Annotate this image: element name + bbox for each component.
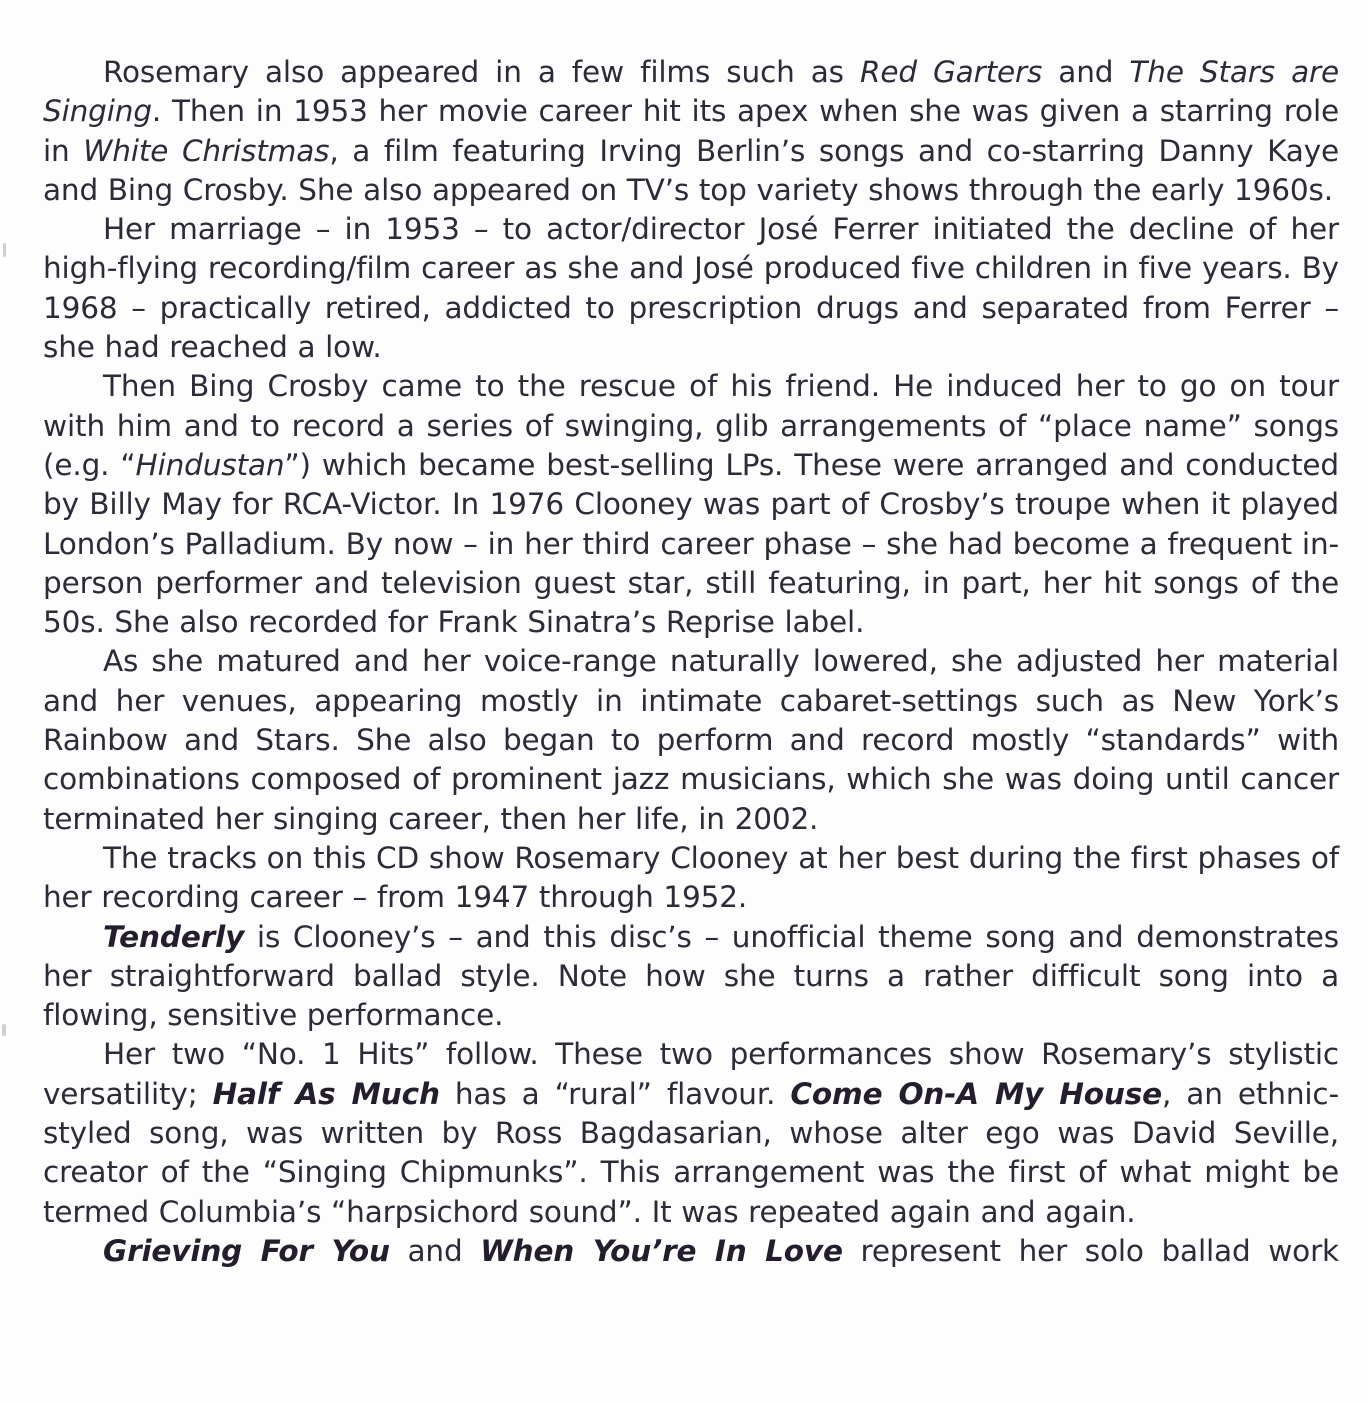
- work-title: The Stars are Singing: [43, 55, 1339, 129]
- work-title: Red Garters: [859, 55, 1043, 89]
- text-run: Then Bing Crosby came to the rescue of his friend. He induced her to go on tour with him and to record a series of swinging, glib arrangements of “place name” songs (e.g. “: [43, 369, 1339, 482]
- text-run: and: [389, 1233, 481, 1268]
- paragraph: [43, 1035, 1339, 1231]
- work-title: White Christmas: [83, 133, 330, 168]
- text-run: Her marriage – in 1953 – to actor/director José Ferrer initiated the decline of her high-flying recording/film career as she and José produced five children in five years. By 1968 – practically retired, addicted to prescription drugs and separated from Ferrer – she had reached a low.: [43, 212, 1339, 365]
- text-run: , a film featuring Irving Berlin’s songs and co-starring Danny Kaye and Bing Crosby. She also appeared on TV’s top variety shows through the early 1960s.: [43, 133, 1339, 207]
- song-title: When You’re In Love: [480, 1233, 843, 1268]
- text-run: is Clooney’s – and this disc’s – unofficial theme song and demonstrates her straightforward ballad style. Note how she turns a rather difficult song into a flowing, sensitive performance.: [43, 919, 1339, 1033]
- paragraph: [43, 53, 1339, 210]
- liner-notes-text: [43, 53, 1339, 1271]
- paragraph: [43, 1232, 1339, 1271]
- paragraph: [43, 210, 1339, 367]
- paragraph: [43, 918, 1339, 1036]
- song-title: Come On-A My House: [790, 1076, 1162, 1111]
- text-run: represent her solo ballad work: [842, 1233, 1339, 1268]
- text-run: , an ethnic-styled song, was written by Ross Bagdasarian, whose alter ego was David Seville, creator of the “Singing Chipmunks”. This arrangement was the first of what might be termed Columbia’s “harpsichord sound”. It was repeated again and again.: [43, 1076, 1339, 1229]
- scan-speck: [3, 243, 6, 257]
- text-run: As she matured and her voice-range naturally lowered, she adjusted her material and her venues, appearing mostly in intimate cabaret-settings such as New York’s Rainbow and Stars. She also began to perform and record mostly “standards” with combinations composed of prominent jazz musicians, which she was doing until cancer terminated her singing career, then her life, in 2002.: [43, 644, 1339, 836]
- song-title: Tenderly: [103, 919, 245, 954]
- text-run: and: [1042, 55, 1130, 89]
- text-run: Her two “No. 1 Hits” follow. These two performances show Rosemary’s stylistic versatility;: [43, 1037, 1339, 1111]
- paragraph: [43, 642, 1339, 838]
- paragraph: [43, 367, 1339, 642]
- text-run: ”) which became best-selling LPs. These were arranged and conducted by Billy May for RCA-Victor. In 1976 Clooney was part of Crosby’s troupe when it played London’s Palladium. By now – in her third career phase – she had become a frequent in-person performer and television guest star, still featuring, in part, her hit songs of the 50s. She also recorded for Frank Sinatra’s Reprise label.: [43, 447, 1339, 640]
- work-title: Hindustan: [135, 447, 285, 482]
- song-title: Grieving For You: [103, 1233, 390, 1268]
- text-run: . Then in 1953 her movie career hit its apex when she was given a starring role in: [43, 94, 1339, 168]
- scan-speck: [2, 1024, 6, 1036]
- text-run: Rosemary also appeared in a few films such as: [103, 55, 860, 89]
- text-run: has a “rural” flavour.: [439, 1076, 791, 1111]
- text-run: The tracks on this CD show Rosemary Clooney at her best during the first phases of her recording career – from 1947 through 1952.: [43, 840, 1339, 915]
- song-title: Half As Much: [212, 1076, 440, 1111]
- paragraph: [43, 839, 1339, 918]
